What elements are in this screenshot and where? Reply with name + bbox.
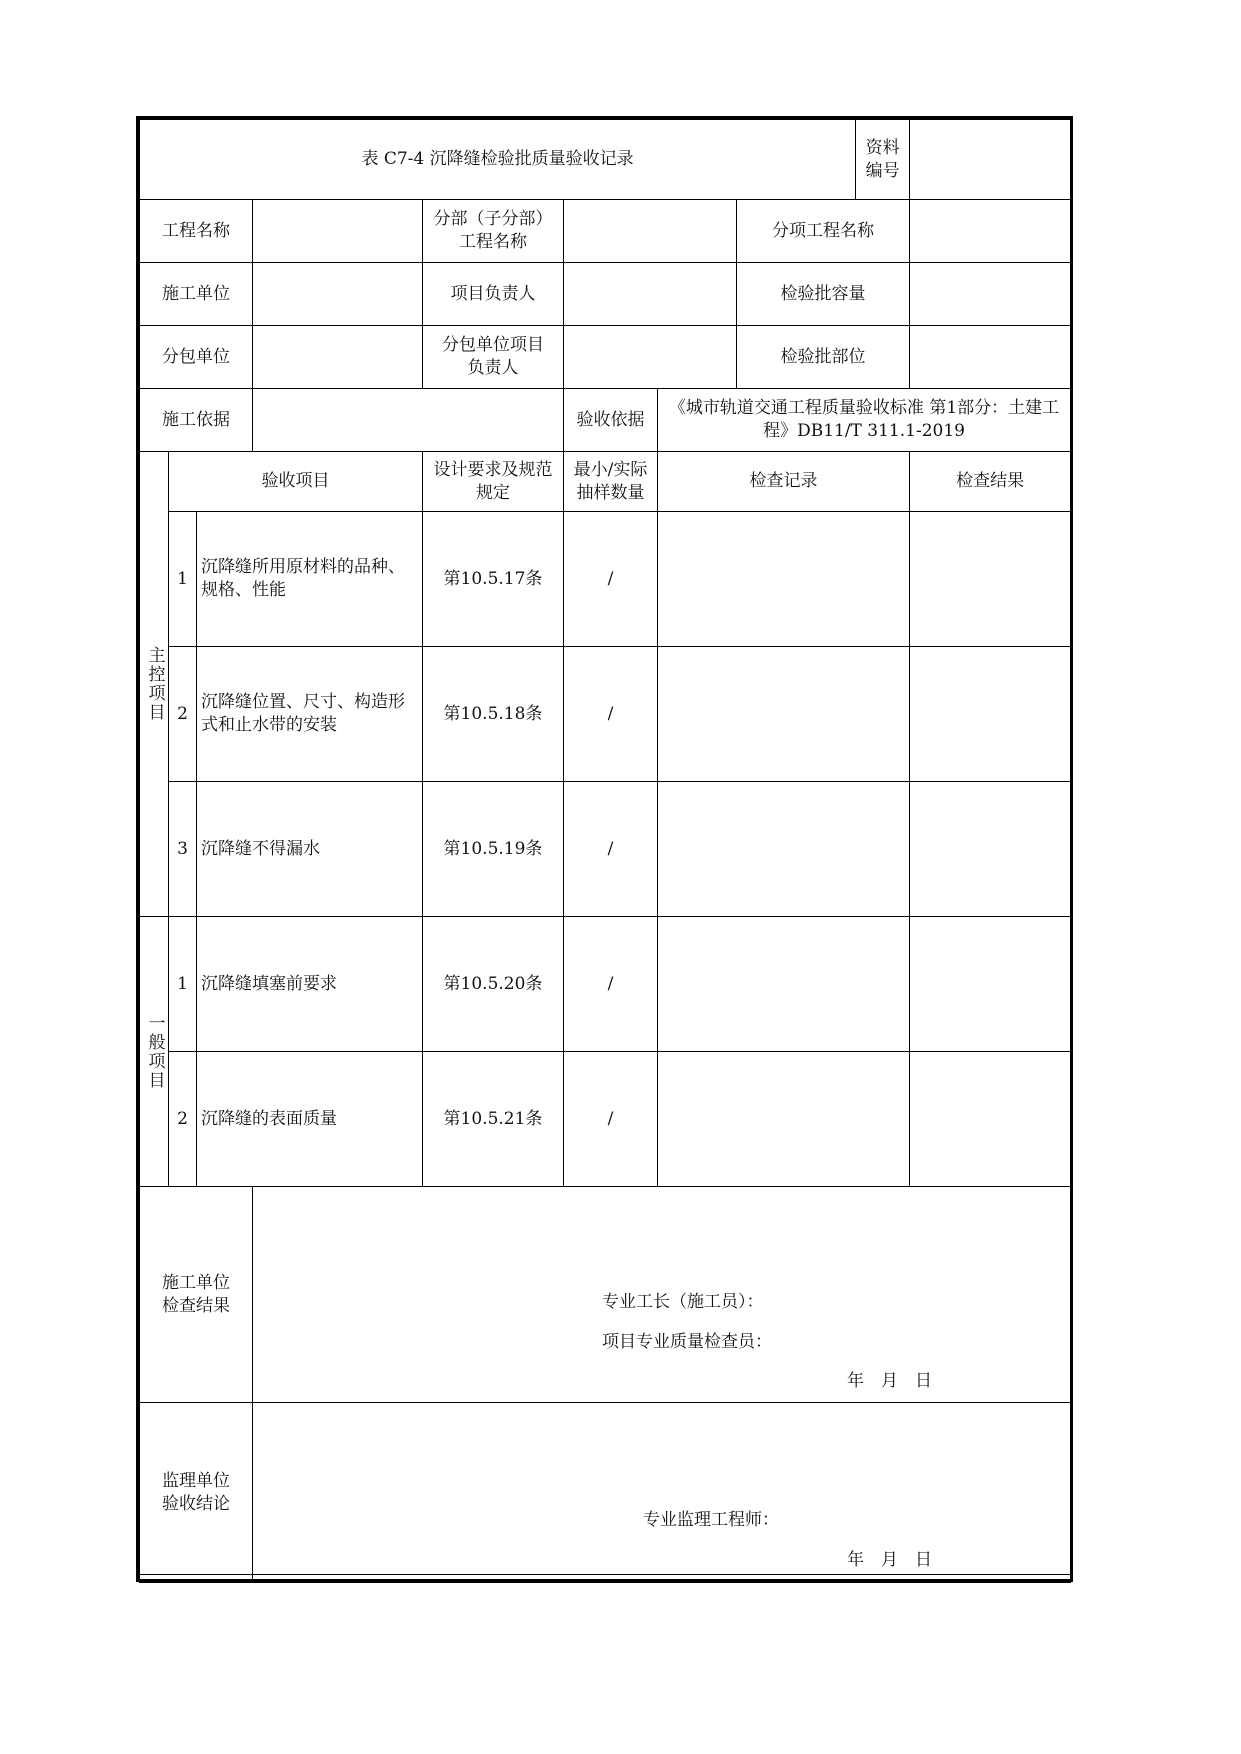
foreman-signature-label: 专业工长（施工员）： (602, 1292, 764, 1312)
item-record[interactable] (658, 647, 910, 782)
item-name: 沉降缝填塞前要求 (197, 917, 423, 1052)
table-row (140, 1052, 1071, 1187)
item-spec: 第10.5.20条 (423, 917, 564, 1052)
contractor-value[interactable] (253, 263, 423, 326)
construction-basis-value[interactable] (253, 389, 564, 452)
batch-location-value[interactable] (910, 326, 1071, 389)
sub-manager-label (423, 326, 564, 389)
item-spec: 第10.5.21条 (423, 1052, 564, 1187)
item-name: 沉降缝的表面质量 (197, 1052, 423, 1187)
item-name: 沉降缝所用原材料的品种、规格、性能 (197, 512, 423, 647)
subcontractor-value[interactable] (253, 326, 423, 389)
table-row (140, 647, 1071, 782)
item-sample: / (564, 917, 658, 1052)
item-sample: / (564, 647, 658, 782)
contractor-label: 施工单位 (140, 263, 253, 326)
batch-location-label: 检验批部位 (737, 326, 910, 389)
item-record[interactable] (658, 512, 910, 647)
item-no: 2 (169, 1052, 197, 1187)
sub-manager-label-text: 分包单位项目负责人 (442, 335, 544, 378)
item-result[interactable] (910, 1052, 1071, 1187)
item-no: 3 (169, 782, 197, 917)
sub-division-label: 分部（子分部）工程名称 (423, 200, 564, 263)
acceptance-basis-value: 《城市轨道交通工程质量验收标准 第1部分：土建工程》DB11/T 311.1-2019 (658, 389, 1071, 452)
item-no: 2 (169, 647, 197, 782)
project-name-value[interactable] (253, 200, 423, 263)
header-item: 验收项目 (169, 452, 423, 512)
sub-item-value[interactable] (910, 200, 1071, 263)
item-sample: / (564, 1052, 658, 1187)
construction-basis-label: 施工依据 (140, 389, 253, 452)
contractor-check-area[interactable] (253, 1187, 1071, 1403)
item-sample: / (564, 782, 658, 917)
sub-division-value[interactable] (564, 200, 737, 263)
batch-capacity-label: 检验批容量 (737, 263, 910, 326)
item-result[interactable] (910, 917, 1071, 1052)
contractor-date-label: 年 月 日 (847, 1371, 932, 1391)
item-sample: / (564, 512, 658, 647)
contractor-check-label-text: 施工单位检查结果 (161, 1272, 230, 1316)
table-row (140, 917, 1071, 1052)
record-table (139, 119, 1071, 1583)
item-record[interactable] (658, 917, 910, 1052)
item-name: 沉降缝位置、尺寸、构造形式和止水带的安装 (197, 647, 423, 782)
sub-manager-value[interactable] (564, 326, 737, 389)
doc-no-label: 资料编号 (856, 120, 910, 200)
item-no: 1 (169, 512, 197, 647)
item-record[interactable] (658, 1052, 910, 1187)
header-sample: 最小/实际抽样数量 (564, 452, 658, 512)
table-row (140, 512, 1071, 647)
item-spec: 第10.5.17条 (423, 512, 564, 647)
supervisor-engineer-signature-label: 专业监理工程师： (643, 1510, 779, 1530)
header-spec: 设计要求及规范规定 (423, 452, 564, 512)
subcontractor-label: 分包单位 (140, 326, 253, 389)
item-name: 沉降缝不得漏水 (197, 782, 423, 917)
item-no: 1 (169, 917, 197, 1052)
main-control-label: 主控项目 (140, 452, 169, 917)
item-result[interactable] (910, 512, 1071, 647)
acceptance-record-form (136, 116, 1073, 1582)
form-title: 表 C7-4 沉降缝检验批质量验收记录 (140, 120, 856, 200)
batch-capacity-value[interactable] (910, 263, 1071, 326)
header-result: 检查结果 (910, 452, 1071, 512)
project-manager-label: 项目负责人 (423, 263, 564, 326)
general-label: 一般项目 (140, 917, 169, 1187)
item-spec: 第10.5.19条 (423, 782, 564, 917)
item-result[interactable] (910, 647, 1071, 782)
inspector-signature-label: 项目专业质量检查员： (602, 1332, 772, 1352)
sub-item-label: 分项工程名称 (737, 200, 910, 263)
supervisor-label-text: 监理单位验收结论 (161, 1470, 230, 1514)
acceptance-basis-label: 验收依据 (564, 389, 658, 452)
supervisor-area[interactable] (253, 1403, 1071, 1583)
doc-no-value[interactable] (910, 120, 1071, 200)
project-manager-value[interactable] (564, 263, 737, 326)
contractor-check-label (140, 1187, 253, 1403)
table-row (140, 782, 1071, 917)
item-spec: 第10.5.18条 (423, 647, 564, 782)
supervisor-label (140, 1403, 253, 1583)
item-result[interactable] (910, 782, 1071, 917)
project-name-label: 工程名称 (140, 200, 253, 263)
item-record[interactable] (658, 782, 910, 917)
header-record: 检查记录 (658, 452, 910, 512)
supervisor-date-label: 年 月 日 (847, 1550, 932, 1570)
